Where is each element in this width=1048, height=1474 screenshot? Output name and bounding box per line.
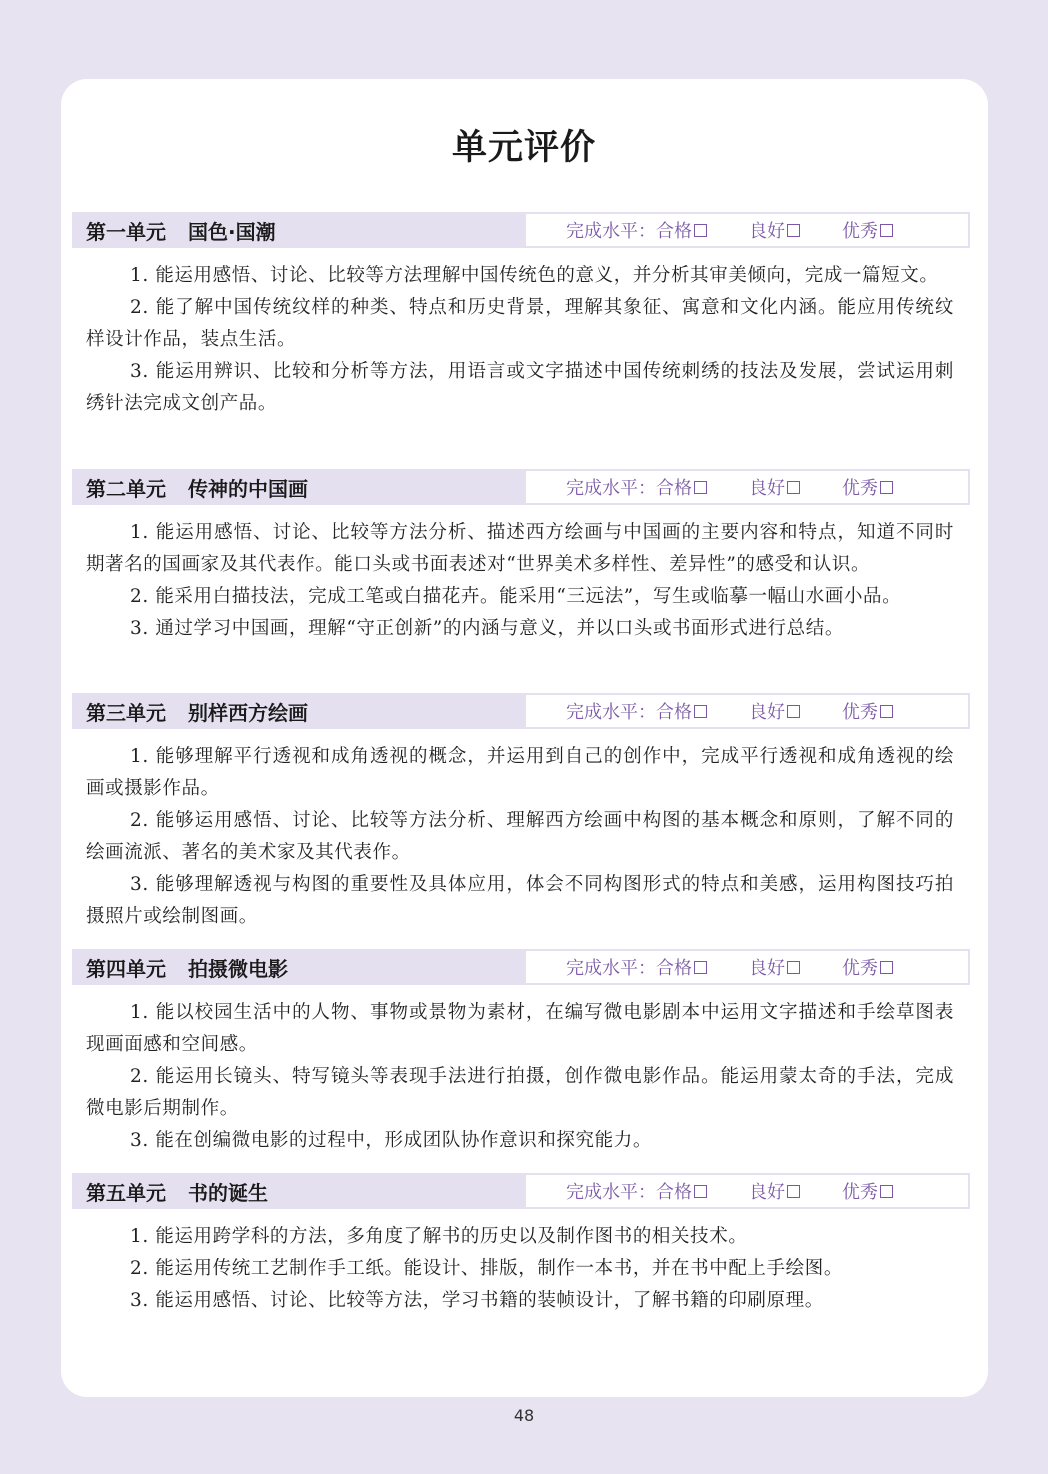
pass-label: 合格 bbox=[656, 221, 692, 242]
unit-header-1 bbox=[72, 212, 970, 248]
unit-header-5 bbox=[72, 1173, 970, 1209]
evaluation-box bbox=[524, 1173, 970, 1209]
good-label: 良好 bbox=[749, 478, 785, 499]
excellent-checkbox[interactable] bbox=[880, 1185, 893, 1198]
unit-items-3 bbox=[86, 741, 954, 933]
evaluation-box bbox=[524, 469, 970, 505]
level-label: 完成水平： bbox=[566, 221, 656, 242]
excellent-label: 优秀 bbox=[842, 958, 878, 979]
excellent-checkbox[interactable] bbox=[880, 961, 893, 974]
level-label: 完成水平： bbox=[566, 1182, 656, 1203]
unit-number: 第一单元 bbox=[86, 219, 166, 244]
pass-label: 合格 bbox=[656, 1182, 692, 1203]
excellent-label: 优秀 bbox=[842, 1182, 878, 1203]
excellent-label: 优秀 bbox=[842, 702, 878, 723]
good-checkbox[interactable] bbox=[787, 481, 800, 494]
level-label: 完成水平： bbox=[566, 478, 656, 499]
unit-title bbox=[72, 693, 524, 729]
level-label: 完成水平： bbox=[566, 958, 656, 979]
pass-label: 合格 bbox=[656, 702, 692, 723]
unit-name: 传神的中国画 bbox=[188, 476, 308, 501]
unit-number: 第五单元 bbox=[86, 1180, 166, 1205]
excellent-checkbox[interactable] bbox=[880, 705, 893, 718]
list-item: 3. 通过学习中国画，理解“守正创新”的内涵与意义，并以口头或书面形式进行总结。 bbox=[130, 618, 844, 639]
excellent-checkbox[interactable] bbox=[880, 481, 893, 494]
unit-header-4 bbox=[72, 949, 970, 985]
evaluation-box bbox=[524, 949, 970, 985]
level-label: 完成水平： bbox=[566, 702, 656, 723]
list-item: 2. 能了解中国传统纹样的种类、特点和历史背景，理解其象征、寓意和文化内涵。能应用传统纹样设计作品，装点生活。 bbox=[86, 297, 954, 350]
good-label: 良好 bbox=[749, 221, 785, 242]
list-item: 2. 能够运用感悟、讨论、比较等方法分析、理解西方绘画中构图的基本概念和原则，了解不同的绘画流派、著名的美术家及其代表作。 bbox=[86, 810, 954, 863]
pass-checkbox[interactable] bbox=[694, 705, 707, 718]
list-item: 1. 能运用感悟、讨论、比较等方法分析、描述西方绘画与中国画的主要内容和特点，知道不同时期著名的国画家及其代表作。能口头或书面表述对“世界美术多样性、差异性”的感受和认识。 bbox=[86, 522, 954, 575]
unit-name: 国色·国潮 bbox=[188, 219, 276, 244]
unit-title bbox=[72, 1173, 524, 1209]
unit-name: 拍摄微电影 bbox=[188, 956, 288, 981]
unit-items-5 bbox=[86, 1221, 954, 1317]
list-item: 3. 能够理解透视与构图的重要性及具体应用，体会不同构图形式的特点和美感，运用构图技巧拍摄照片或绘制图画。 bbox=[86, 874, 954, 927]
good-checkbox[interactable] bbox=[787, 224, 800, 237]
list-item: 3. 能运用辨识、比较和分析等方法，用语言或文字描述中国传统刺绣的技法及发展，尝试运用刺绣针法完成文创产品。 bbox=[86, 361, 954, 414]
unit-header-2 bbox=[72, 469, 970, 505]
good-checkbox[interactable] bbox=[787, 1185, 800, 1198]
list-item: 1. 能运用感悟、讨论、比较等方法理解中国传统色的意义，并分析其审美倾向，完成一篇短文。 bbox=[130, 265, 939, 286]
list-item: 3. 能运用感悟、讨论、比较等方法，学习书籍的装帧设计，了解书籍的印刷原理。 bbox=[130, 1290, 824, 1311]
unit-name: 书的诞生 bbox=[188, 1180, 268, 1205]
pass-checkbox[interactable] bbox=[694, 224, 707, 237]
unit-title bbox=[72, 949, 524, 985]
unit-header-3 bbox=[72, 693, 970, 729]
unit-number: 第四单元 bbox=[86, 956, 166, 981]
unit-items-2 bbox=[86, 517, 954, 645]
unit-number: 第二单元 bbox=[86, 476, 166, 501]
unit-name: 别样西方绘画 bbox=[188, 700, 308, 725]
page-number: 48 bbox=[513, 1406, 535, 1425]
list-item: 1. 能运用跨学科的方法，多角度了解书的历史以及制作图书的相关技术。 bbox=[130, 1226, 748, 1247]
list-item: 1. 能够理解平行透视和成角透视的概念，并运用到自己的创作中，完成平行透视和成角透视的绘画或摄影作品。 bbox=[86, 746, 954, 799]
good-checkbox[interactable] bbox=[787, 961, 800, 974]
list-item: 2. 能采用白描技法，完成工笔或白描花卉。能采用“三远法”，写生或临摹一幅山水画小品。 bbox=[130, 586, 902, 607]
good-label: 良好 bbox=[749, 702, 785, 723]
evaluation-box bbox=[524, 212, 970, 248]
unit-items-4 bbox=[86, 997, 954, 1157]
unit-title bbox=[72, 469, 524, 505]
unit-number: 第三单元 bbox=[86, 700, 166, 725]
good-label: 良好 bbox=[749, 958, 785, 979]
pass-checkbox[interactable] bbox=[694, 481, 707, 494]
list-item: 3. 能在创编微电影的过程中，形成团队协作意识和探究能力。 bbox=[130, 1130, 652, 1151]
evaluation-box bbox=[524, 693, 970, 729]
list-item: 2. 能运用传统工艺制作手工纸。能设计、排版，制作一本书，并在书中配上手绘图。 bbox=[130, 1258, 843, 1279]
excellent-checkbox[interactable] bbox=[880, 224, 893, 237]
list-item: 1. 能以校园生活中的人物、事物或景物为素材，在编写微电影剧本中运用文字描述和手绘草图表现画面感和空间感。 bbox=[86, 1002, 954, 1055]
list-item: 2. 能运用长镜头、特写镜头等表现手法进行拍摄，创作微电影作品。能运用蒙太奇的手法，完成微电影后期制作。 bbox=[86, 1066, 954, 1119]
pass-label: 合格 bbox=[656, 478, 692, 499]
unit-items-1 bbox=[86, 260, 954, 420]
pass-checkbox[interactable] bbox=[694, 1185, 707, 1198]
page-title: 单元评价 bbox=[451, 128, 596, 168]
good-label: 良好 bbox=[749, 1182, 785, 1203]
unit-title bbox=[72, 212, 524, 248]
pass-checkbox[interactable] bbox=[694, 961, 707, 974]
excellent-label: 优秀 bbox=[842, 478, 878, 499]
good-checkbox[interactable] bbox=[787, 705, 800, 718]
pass-label: 合格 bbox=[656, 958, 692, 979]
excellent-label: 优秀 bbox=[842, 221, 878, 242]
